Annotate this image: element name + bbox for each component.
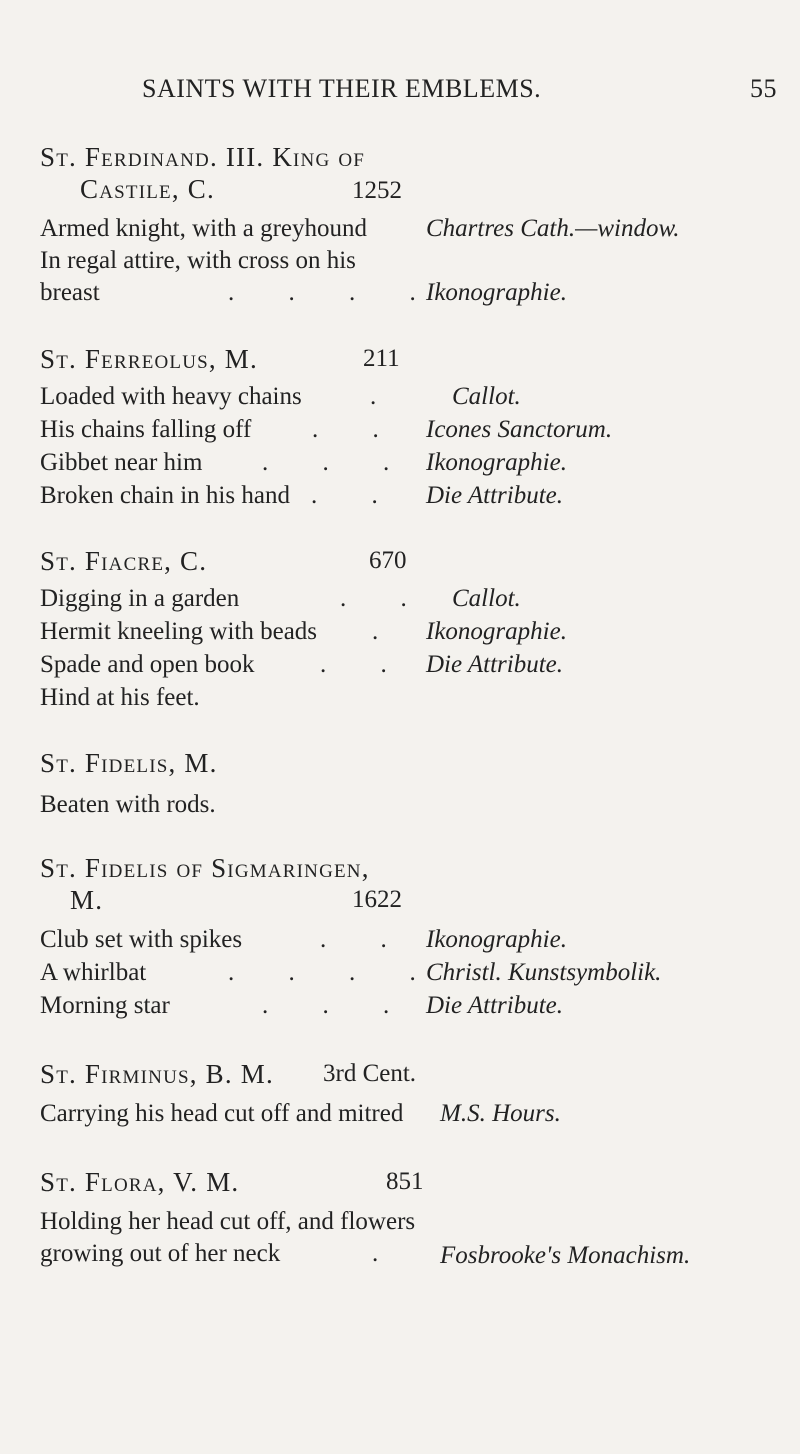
emblem-source: Die Attribute. bbox=[426, 482, 564, 509]
entry-heading-continued: Castile, C. bbox=[80, 174, 215, 204]
dot-leader: . . . bbox=[262, 449, 414, 476]
dot-leader: . . bbox=[340, 585, 431, 612]
dot-leader: . bbox=[372, 1240, 403, 1267]
emblem-source: Callot. bbox=[452, 383, 521, 410]
emblem-text: In regal attire, with cross on his bbox=[40, 247, 356, 274]
emblem-source: Icones Sanctorum. bbox=[426, 416, 613, 443]
dot-leader: . . . . bbox=[228, 959, 440, 986]
dot-leader: . . . . bbox=[228, 279, 440, 306]
emblem-source: Ikonographie. bbox=[426, 926, 567, 953]
emblem-source: Christl. Kunstsymbolik. bbox=[426, 959, 662, 986]
emblem-text: Hind at his feet. bbox=[40, 684, 200, 711]
emblem-text: Beaten with rods. bbox=[40, 791, 216, 818]
dot-leader: . . bbox=[311, 482, 402, 509]
emblem-text: Spade and open book bbox=[40, 651, 255, 678]
emblem-text: A whirlbat bbox=[40, 959, 147, 986]
emblem-text: Gibbet near him bbox=[40, 449, 203, 476]
entry-heading: St. Ferreolus, M. bbox=[40, 344, 258, 374]
emblem-text: Loaded with heavy chains bbox=[40, 383, 302, 410]
emblem-source: Callot. bbox=[452, 585, 521, 612]
entry-date: 1622 bbox=[352, 886, 402, 913]
emblem-source: Chartres Cath.—window. bbox=[426, 215, 680, 242]
entry-heading-continued: M. bbox=[70, 885, 104, 915]
emblem-text: Broken chain in his hand bbox=[40, 482, 290, 509]
emblem-source: Die Attribute. bbox=[426, 651, 564, 678]
entry-date: 3rd Cent. bbox=[323, 1060, 417, 1087]
emblem-text: breast bbox=[40, 279, 100, 306]
emblem-text: Holding her head cut off, and flowers bbox=[40, 1208, 416, 1235]
emblem-text: Armed knight, with a greyhound bbox=[40, 215, 368, 242]
emblem-source: Ikonographie. bbox=[426, 449, 567, 476]
running-header-title: SAINTS WITH THEIR EMBLEMS. bbox=[142, 74, 542, 103]
entry-date: 1252 bbox=[352, 177, 402, 204]
entry-heading: St. Flora, V. M. bbox=[40, 1167, 240, 1197]
entry-heading: St. Ferdinand. III. King of bbox=[40, 142, 366, 172]
dot-leader: . bbox=[372, 618, 403, 645]
emblem-text: growing out of her neck bbox=[40, 1240, 281, 1267]
dot-leader: . . bbox=[312, 416, 403, 443]
emblem-source: Ikonographie. bbox=[426, 618, 567, 645]
entry-heading: St. Fidelis, M. bbox=[40, 748, 218, 778]
dot-leader: . . bbox=[320, 651, 411, 678]
emblem-source: Die Attribute. bbox=[426, 992, 564, 1019]
emblem-source: Fosbrooke's Monachism. bbox=[440, 1242, 691, 1269]
emblem-text: His chains falling off bbox=[40, 416, 252, 443]
emblem-source: M.S. Hours. bbox=[440, 1100, 561, 1127]
entry-heading: St. Fiacre, C. bbox=[40, 546, 208, 576]
emblem-source: Ikonographie. bbox=[426, 279, 567, 306]
dot-leader: . . . bbox=[262, 992, 414, 1019]
entry-date: 851 bbox=[386, 1168, 424, 1195]
entry-heading: St. Fidelis of Sigmaringen, bbox=[40, 853, 370, 883]
emblem-text: Digging in a garden bbox=[40, 585, 240, 612]
emblem-text: Club set with spikes bbox=[40, 926, 243, 953]
entry-date: 211 bbox=[363, 345, 400, 372]
entry-date: 670 bbox=[369, 547, 407, 574]
emblem-text: Hermit kneeling with beads bbox=[40, 618, 318, 645]
dot-leader: . bbox=[370, 383, 401, 410]
emblem-text: Carrying his head cut off and mitred bbox=[40, 1100, 404, 1127]
dot-leader: . . bbox=[320, 926, 411, 953]
emblem-text: Morning star bbox=[40, 992, 170, 1019]
entry-heading: St. Firminus, B. M. bbox=[40, 1059, 274, 1089]
page-number: 55 bbox=[750, 74, 777, 103]
